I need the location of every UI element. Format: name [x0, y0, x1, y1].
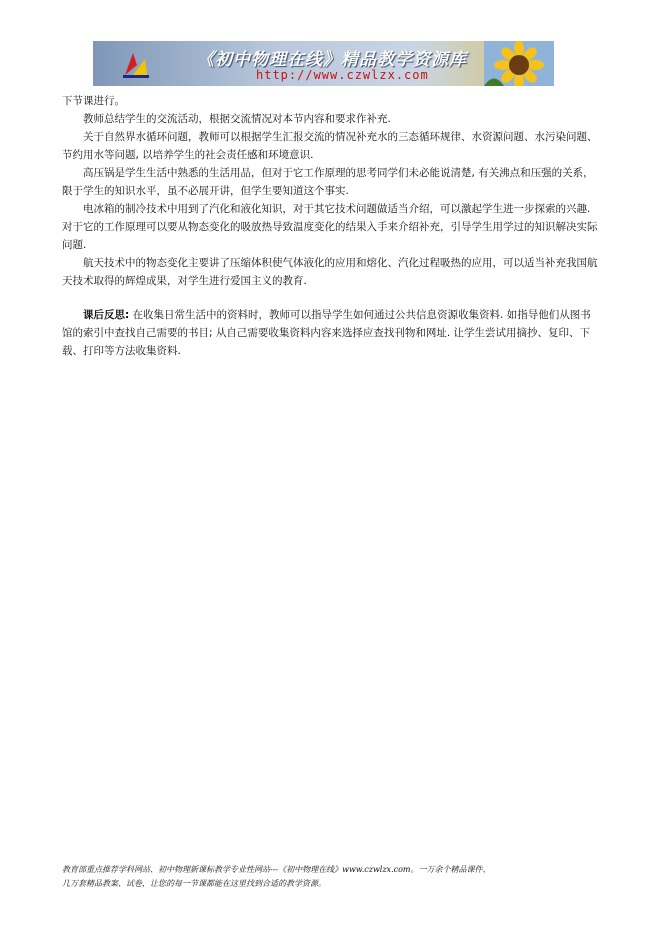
paragraph-summary: 教师总结学生的交流活动，根据交流情况对本节内容和要求作补充.	[83, 113, 391, 125]
document-body	[62, 92, 598, 360]
footer-line-1: 教育部重点推荐学科网站、初中物理新课标教学专业性网站---《初中物理在线》www.czwlzx.com。一万余个精品课件、	[62, 865, 491, 874]
footer-line-2: 几万套精品教案、试卷，让您的每一节课都能在这里找到合适的教学资源。	[62, 879, 326, 888]
paragraph-pressure-cooker: 高压锅是学生生活中熟悉的生活用品，但对于它工作原理的思考同学们未必能说清楚, 有关沸点和压强的关系，限于学生的知识水平，虽不必展开讲，但学生要知道这个事实.	[62, 167, 594, 197]
header-banner	[93, 41, 554, 86]
paragraph-reflection	[62, 306, 598, 360]
banner-title: 《初中物理在线》精品教学资源库	[197, 50, 467, 70]
page-footer	[62, 863, 602, 891]
paragraph-water-cycle: 关于自然界水循环问题，教师可以根据学生汇报交流的情况补充水的三态循环规律、水资源问题、水污染问题、节约用水等问题, 以培养学生的社会责任感和环境意识.	[62, 131, 598, 161]
reflection-text: 在收集日常生活中的资料时，教师可以指导学生如何通过公共信息资源收集资料. 如指导他们从图书馆的索引中查找自己需要的书目; 从自己需要收集资料内容来选择应查找刊物和网址. 让学生尝试用摘抄、复印、下载、打印等方法收集资料.	[62, 309, 591, 357]
banner-url: http://www.czwlzx.com	[256, 68, 429, 82]
reflection-label: 课后反思:	[83, 309, 130, 321]
sunflower-icon	[484, 41, 554, 86]
paragraph-refrigerator: 电冰箱的制冷技术中用到了汽化和液化知识，对于其它技术问题做适当介绍，可以激起学生进一步探索的兴趣. 对于它的工作原理可以要从物态变化的吸放热导致温度变化的结果入手来介绍补充，引导学生用学过的知识解决实际问题.	[62, 203, 598, 251]
site-logo-icon	[121, 49, 151, 79]
paragraph-aerospace: 航天技术中的物态变化主要讲了压缩体积使气体液化的应用和熔化、汽化过程吸热的应用，可以适当补充我国航天技术取得的辉煌成果，对学生进行爱国主义的教育.	[62, 257, 598, 287]
paragraph-continuation: 下节课进行。	[62, 95, 125, 107]
